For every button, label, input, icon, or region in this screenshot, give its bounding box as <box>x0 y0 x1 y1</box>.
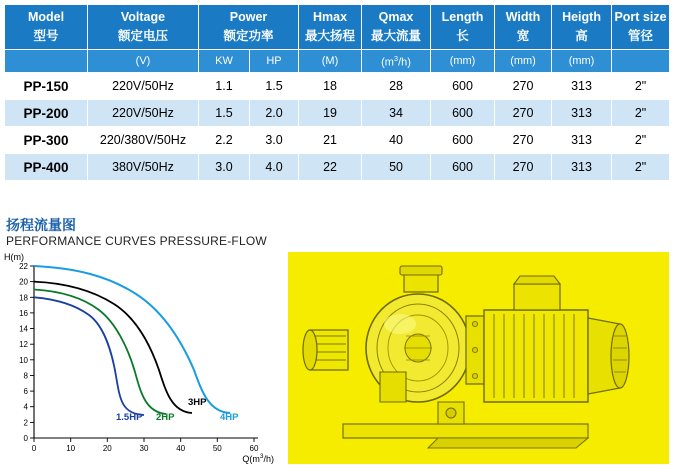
y-ticks <box>30 266 34 438</box>
cell-length: 600 <box>431 154 495 181</box>
pump-top-neck <box>404 274 438 292</box>
cell-kw: 1.1 <box>199 73 250 100</box>
fan-cover-end <box>611 324 629 388</box>
svg-text:4: 4 <box>23 402 28 412</box>
curve-2hp <box>34 290 166 415</box>
cell-port: 2" <box>612 100 670 127</box>
cell-voltage: 220V/50Hz <box>88 100 199 127</box>
unit-kw: KW <box>199 50 250 73</box>
motor-housing <box>484 310 588 402</box>
unit-port-size <box>612 50 670 73</box>
curve-label-3hp: 3HP <box>188 397 207 408</box>
header-power: Power 额定功率 <box>199 5 299 50</box>
cell-kw: 2.2 <box>199 127 250 154</box>
svg-text:20: 20 <box>102 444 112 453</box>
cell-kw: 1.5 <box>199 100 250 127</box>
svg-text:10: 10 <box>66 444 76 453</box>
cell-qmax: 50 <box>362 154 431 181</box>
cell-width: 270 <box>495 73 552 100</box>
cell-voltage: 220V/50Hz <box>88 73 199 100</box>
product-image-panel <box>288 252 669 464</box>
section-title-cn: 扬程流量图 <box>6 217 76 233</box>
svg-text:40: 40 <box>176 444 186 453</box>
terminal-box <box>514 284 560 310</box>
y-tick-labels <box>19 262 28 443</box>
unit-qmax: $(m^3/h)$ <box>362 50 431 73</box>
svg-text:30: 30 <box>139 444 149 453</box>
drain-plug <box>446 408 456 418</box>
curve-label-4hp: 4HP <box>220 412 239 423</box>
chart-x-axis-label: $Q(m^3/h)$ <box>242 453 274 464</box>
cell-hp: 2.0 <box>250 100 299 127</box>
cell-height: 313 <box>552 100 612 127</box>
curve-label-2hp: 2HP <box>156 412 175 423</box>
unit-voltage: (V) <box>88 50 199 73</box>
table-row <box>5 100 670 127</box>
cell-port: 2" <box>612 127 670 154</box>
header-length: Length 长 <box>431 5 495 50</box>
performance-curve-chart <box>4 252 276 464</box>
svg-text:18: 18 <box>19 293 28 303</box>
svg-text:10: 10 <box>19 355 28 365</box>
cell-qmax: 28 <box>362 73 431 100</box>
unit-hp: HP <box>250 50 299 73</box>
cell-qmax: 40 <box>362 127 431 154</box>
table-row <box>5 127 670 154</box>
svg-text:22: 22 <box>19 262 28 271</box>
cell-hp: 1.5 <box>250 73 299 100</box>
cell-length: 600 <box>431 100 495 127</box>
x-tick-labels <box>32 444 259 453</box>
unit-length: (mm) <box>431 50 495 73</box>
chart-y-axis-label: H(m) <box>4 252 24 262</box>
header-qmax: Qmax 最大流量 <box>362 5 431 50</box>
terminal-box-lid <box>514 276 560 284</box>
pump-top-flange <box>400 266 442 275</box>
header-width: Width 宽 <box>495 5 552 50</box>
cell-voltage: 380V/50Hz <box>88 154 199 181</box>
section-title-en: PERFORMANCE CURVES PRESSURE-FLOW <box>6 234 267 248</box>
svg-text:60: 60 <box>249 444 259 453</box>
x-ticks <box>34 438 254 442</box>
suction-port-mouth <box>303 330 317 370</box>
svg-text:20: 20 <box>19 277 28 287</box>
cell-hp: 4.0 <box>250 154 299 181</box>
cell-model: PP-400 <box>5 154 88 181</box>
header-port-size: Port size 管径 <box>612 5 670 50</box>
cell-hmax: 21 <box>299 127 362 154</box>
unit-width: (mm) <box>495 50 552 73</box>
cell-hp: 3.0 <box>250 127 299 154</box>
header-hmax: Hmax 最大扬程 <box>299 5 362 50</box>
svg-text:14: 14 <box>19 324 28 334</box>
table-unit-row <box>5 50 670 73</box>
cell-width: 270 <box>495 154 552 181</box>
cell-kw: 3.0 <box>199 154 250 181</box>
pump-base <box>343 424 588 438</box>
cell-model: PP-150 <box>5 73 88 100</box>
pump-foot-left <box>380 372 406 402</box>
table-header-row <box>5 5 670 50</box>
cell-model: PP-300 <box>5 127 88 154</box>
cell-model: PP-200 <box>5 100 88 127</box>
svg-text:8: 8 <box>23 371 28 381</box>
cell-hmax: 19 <box>299 100 362 127</box>
cell-qmax: 34 <box>362 100 431 127</box>
svg-text:6: 6 <box>23 387 28 397</box>
cell-voltage: 220/380V/50Hz <box>88 127 199 154</box>
curve-label-1-5hp: 1.5HP <box>116 412 143 423</box>
header-voltage: Voltage 额定电压 <box>88 5 199 50</box>
cell-height: 313 <box>552 127 612 154</box>
cell-length: 600 <box>431 127 495 154</box>
svg-text:0: 0 <box>31 444 37 453</box>
header-height: Heigth 高 <box>552 5 612 50</box>
header-model: Model 型号 <box>5 5 88 50</box>
cell-height: 313 <box>552 154 612 181</box>
cell-length: 600 <box>431 73 495 100</box>
cell-hmax: 18 <box>299 73 362 100</box>
pot-highlight <box>384 314 416 334</box>
pump-base-front <box>428 438 588 448</box>
unit-height: (mm) <box>552 50 612 73</box>
table-row <box>5 154 670 181</box>
cell-hmax: 22 <box>299 154 362 181</box>
svg-text:50: 50 <box>212 444 222 453</box>
svg-text:0: 0 <box>23 434 28 443</box>
cell-height: 313 <box>552 73 612 100</box>
chart-svg <box>4 252 276 464</box>
specification-table <box>4 4 670 181</box>
cell-port: 2" <box>612 154 670 181</box>
table-row <box>5 73 670 100</box>
svg-text:2: 2 <box>23 418 28 428</box>
unit-hmax: (M) <box>299 50 362 73</box>
unit-model <box>5 50 88 73</box>
cell-width: 270 <box>495 127 552 154</box>
curve-4hp <box>34 266 230 413</box>
svg-text:12: 12 <box>19 340 28 350</box>
cell-port: 2" <box>612 73 670 100</box>
svg-text:16: 16 <box>19 308 28 318</box>
cell-width: 270 <box>495 100 552 127</box>
pool-pump-illustration <box>288 252 669 464</box>
